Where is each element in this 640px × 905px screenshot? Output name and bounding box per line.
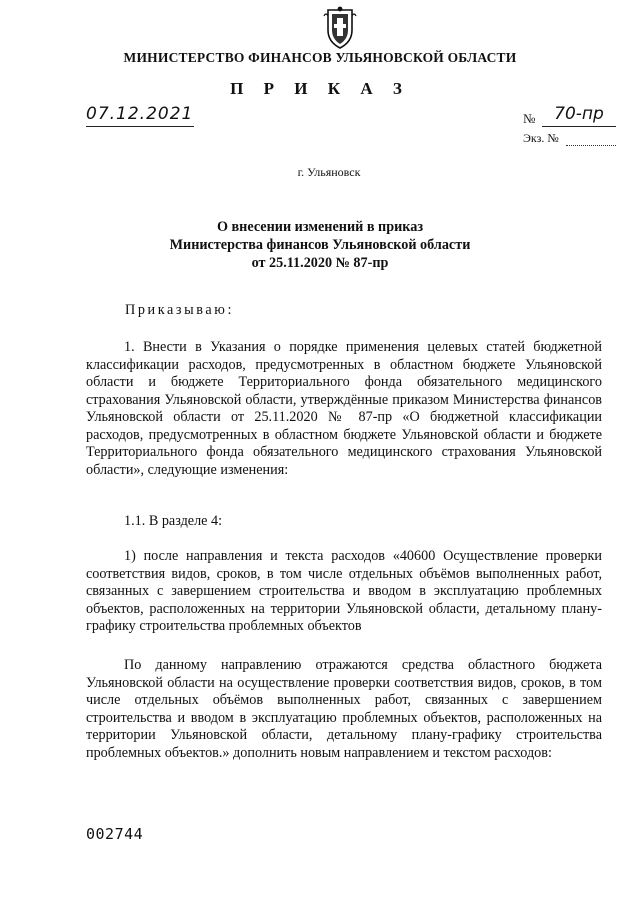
document-subject <box>0 218 640 272</box>
ministry-title: МИНИСТЕРСТВО ФИНАНСОВ УЛЬЯНОВСКОЙ ОБЛАСТИ <box>123 50 517 65</box>
number-label: № <box>523 111 536 126</box>
paragraph-item-1: 1) после направления и текста расходов «40600 Осуществление проверки соответствия видов, сроков, в том числе отдельных объёмов выполненных работ, связанных с завершением строительства и вводом в эксплуатацию проблемных объектов, расположенных на территории Ульяновской области, детальному плану-графику строительства проблемных объектов <box>86 548 602 634</box>
copy-number-label: Экз. № <box>523 131 559 145</box>
city: г. Ульяновск <box>297 165 361 179</box>
document-number: 70-пр <box>542 104 616 127</box>
copy-number-line <box>566 145 616 146</box>
page-stamp-number: 002744 <box>86 825 144 843</box>
orders-heading: Приказываю: <box>125 302 234 318</box>
paragraph-1-1: 1.1. В разделе 4: <box>124 513 223 529</box>
paragraph-1: 1. Внести в Указания о порядке применения целевых статей бюджетной классификации расходов, предусмотренных в областном бюджете Ульяновской области и бюджете Территориального фонда обязательного медицинского страхования Ульяновской области, утверждённые приказом Министерства финансов Ульяновской области от 25.11.2020 № 87-пр «О бюджетной классификации расходов, предусмотренных в областном бюджете Ульяновской области и бюджете Территориального фонда обязательного медицинского страхования Ульяновской области», следующие изменения: <box>86 339 602 478</box>
subject-line-3: от 25.11.2020 № 87-пр <box>251 255 389 271</box>
paragraph-direction-description: По данному направлению отражаются средства областного бюджета Ульяновской области на осуществление проверки соответствия видов, сроков, в том числе отдельных объёмов выполненных работ, связанных с завершением строительства и вводом в эксплуатацию проблемных объектов, расположенных на территории Ульяновской области, детальному плану-графику строительства проблемных объектов.» дополнить новым направлением и текстом расходов: <box>86 657 602 761</box>
document-type: П Р И К А З <box>230 79 410 98</box>
subject-line-2: Министерства финансов Ульяновской области <box>169 237 471 253</box>
subject-line-1: О внесении изменений в приказ <box>216 219 424 235</box>
coat-of-arms-icon <box>322 6 358 50</box>
document-date: 07.12.2021 <box>86 104 194 127</box>
